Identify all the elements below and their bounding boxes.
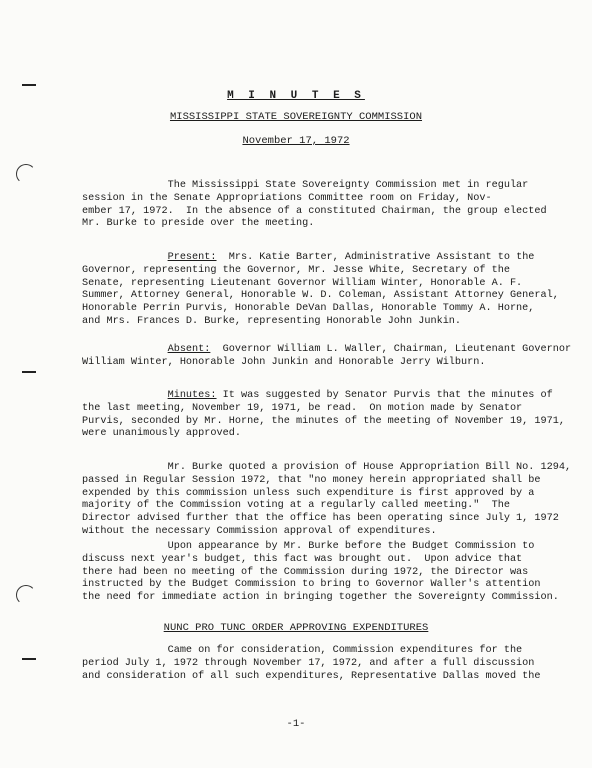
punch-hole: [16, 164, 36, 184]
paragraph-present: Present: Mrs. Katie Barter, Administrative Assistant to the Governor, representing the Governor, Mr. Jesse White, Secretary of the Senate, representing Lieutenant Governor William Winter, Honorable A. F. Summer, Attorney General, Honorable W. D. Coleman, Assistant Attorney General, Honorable Perrin Purvis, Honorable DeVan Dallas, Honorable Tommy A. Horne, and Mrs. Frances D. Burke, representing Honorable John Junkin.: [82, 252, 559, 327]
absent-label: Absent:: [167, 344, 211, 355]
document-subtitle: MISSISSIPPI STATE SOVEREIGNTY COMMISSION: [169, 111, 423, 123]
margin-mark: [22, 84, 36, 86]
minutes-label: Minutes:: [167, 390, 217, 401]
paragraph-opening: The Mississippi State Sovereignty Commission met in regular session in the Senate Appropriations Committee room on Friday, Nov- ember 17, 1972. In the absence of a constituted Chairman, the group elected Mr. Burke to preside over the meeting.: [82, 180, 547, 230]
page-number: -1-: [286, 718, 306, 730]
paragraph-minutes: Minutes: It was suggested by Senator Purvis that the minutes of the last meeting, November 19, 1971, be read. On motion made by Senator Purvis, seconded by Mr. Horne, the minutes of the meeting of November 19, 1971, were unanimously approved.: [82, 390, 565, 440]
punch-hole: [16, 585, 36, 605]
section-heading: NUNC PRO TUNC ORDER APPROVING EXPENDITURES: [163, 622, 429, 634]
paragraph-appropriation: Mr. Burke quoted a provision of House Appropriation Bill No. 1294, passed in Regular Session 1972, that "no money herein appropriated shall be expended by this commission unless such expenditure is first approved by a majority of the Commission voting at a regularly called meeting." The Director advised further that the office has been operating since July 1, 1972 without the necessary Commission approval of expenditures.: [82, 462, 572, 537]
paragraph-budget: Upon appearance by Mr. Burke before the Budget Commission to discuss next year's budget, this fact was brought out. Upon advice that there had been no meeting of the Commission during 1972, the Director was instructed by the Budget Commission to bring to Governor Waller's attention the need for immediate action in bringing together the Sovereignty Commission.: [82, 541, 559, 604]
paragraph-expenditures: Came on for consideration, Commission expenditures for the period July 1, 1972 through November 17, 1972, and after a full discussion and consideration of all such expenditures, Representative Dallas moved the: [82, 645, 541, 682]
meeting-date: November 17, 1972: [242, 135, 350, 147]
margin-mark: [22, 371, 36, 373]
margin-mark: [22, 658, 36, 660]
paragraph-absent: Absent: Governor William L. Waller, Chairman, Lieutenant Governor William Winter, Honorable John Junkin and Honorable Jerry Wilburn.: [82, 344, 572, 368]
document-title: M I N U T E S: [227, 90, 365, 102]
present-label: Present:: [167, 252, 217, 263]
